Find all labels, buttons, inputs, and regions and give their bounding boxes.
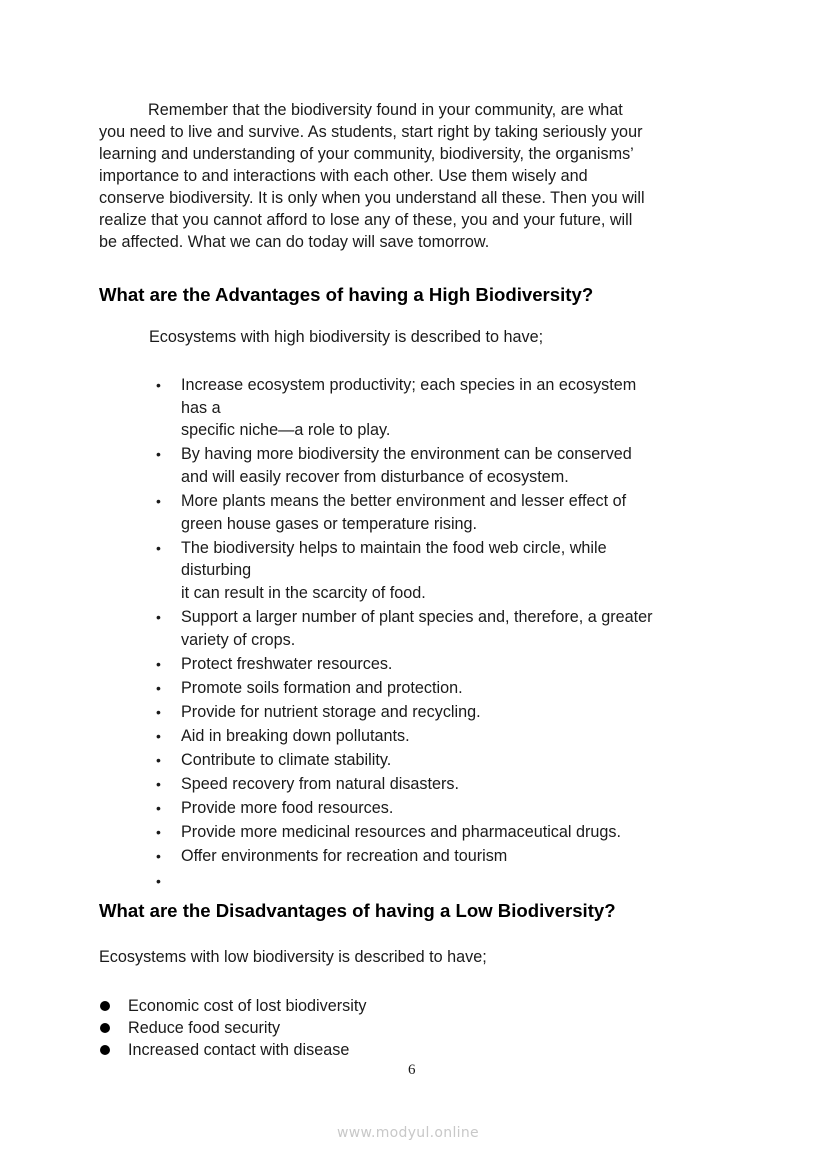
item-text: Promote soils formation and protection. (181, 678, 463, 697)
list-item (99, 1017, 366, 1039)
item-text: variety of crops. (181, 630, 296, 649)
bullet-icon: • (156, 492, 161, 509)
bullet-icon (100, 1045, 110, 1055)
bullet-icon: • (156, 727, 161, 744)
list-item (150, 725, 730, 748)
item-text: Offer environments for recreation and tourism (181, 847, 508, 866)
item-text: Provide more food resources. (181, 799, 394, 818)
watermark: www.modyul.online (337, 1125, 479, 1141)
list-item (150, 701, 730, 724)
bullet-icon: • (156, 608, 161, 625)
list-item (99, 995, 366, 1017)
list-item (150, 653, 730, 676)
intro-line: you need to live and survive. As students, start right by taking seriously your (99, 123, 643, 141)
item-text: has a (181, 398, 221, 417)
bullet-icon: • (156, 800, 161, 817)
intro-line: conserve biodiversity. It is only when you understand all these. Then you will (99, 189, 645, 207)
list-item (150, 821, 730, 844)
item-text: specific niche—a role to play. (181, 421, 391, 440)
item-text: Economic cost of lost biodiversity (128, 997, 367, 1015)
list-item (150, 374, 730, 442)
bullet-icon (100, 1001, 110, 1011)
item-text: Speed recovery from natural disasters. (181, 775, 460, 794)
intro-line: importance to and interactions with each other. Use them wisely and (99, 167, 588, 185)
bullet-icon: • (156, 776, 161, 793)
item-text: Aid in breaking down pollutants. (181, 726, 410, 745)
disadvantages-list (99, 995, 366, 1061)
bullet-icon: • (156, 752, 161, 768)
item-text: it can result in the scarcity of food. (181, 583, 426, 602)
intro-line: Remember that the biodiversity found in your community, are what (148, 101, 623, 119)
item-text: Increase ecosystem productivity; each species in an ecosystem (181, 376, 637, 394)
item-text: disturbing (181, 561, 252, 580)
item-text (181, 870, 730, 893)
intro-line: be affected. What we can do today will save tomorrow. (99, 233, 490, 251)
bullet-icon: • (156, 539, 161, 556)
item-text: Reduce food security (128, 1019, 281, 1037)
bullet-icon: • (156, 446, 161, 463)
list-item (150, 797, 730, 820)
item-text: More plants means the better environment and lesser effect of (181, 491, 627, 510)
bullet-icon (100, 1023, 110, 1033)
item-text: Increased contact with disease (128, 1041, 350, 1059)
intro-paragraph (99, 99, 729, 253)
item-text: Protect freshwater resources. (181, 654, 393, 673)
list-item (150, 606, 730, 651)
bullet-icon: • (156, 703, 161, 720)
bullet-icon: • (156, 655, 161, 672)
item-text: Contribute to climate stability. (181, 751, 392, 769)
list-item (150, 749, 730, 772)
disadvantages-lead: Ecosystems with low biodiversity is described to have; (99, 948, 487, 966)
item-text: Provide more medicinal resources and pharmaceutical drugs. (181, 823, 621, 842)
advantages-lead: Ecosystems with high biodiversity is described to have; (149, 328, 544, 346)
item-text: and will easily recover from disturbance of ecosystem. (181, 467, 569, 486)
list-item (150, 537, 730, 605)
list-item (99, 1039, 366, 1061)
disadvantages-heading: What are the Disadvantages of having a Low Biodiversity? (99, 900, 616, 921)
bullet-icon: • (156, 679, 161, 696)
item-text: green house gases or temperature rising. (181, 514, 478, 533)
intro-line: realize that you cannot afford to lose any of these, you and your future, will (99, 211, 633, 229)
advantages-list (150, 374, 730, 894)
advantages-heading: What are the Advantages of having a High Biodiversity? (99, 284, 594, 305)
intro-line: learning and understanding of your community, biodiversity, the organisms’ (99, 145, 634, 163)
list-item (150, 845, 730, 868)
list-item (150, 773, 730, 796)
list-item (150, 443, 730, 488)
bullet-icon: • (156, 872, 161, 889)
item-text: By having more biodiversity the environment can be conserved (181, 445, 632, 464)
bullet-icon: • (156, 377, 161, 393)
list-item (150, 490, 730, 535)
item-text: The biodiversity helps to maintain the food web circle, while (181, 538, 607, 557)
list-item-empty (150, 870, 730, 893)
item-text: Support a larger number of plant species and, therefore, a greater (181, 607, 653, 626)
item-text: Provide for nutrient storage and recycling. (181, 702, 481, 721)
list-item (150, 677, 730, 700)
page-number: 6 (408, 1062, 416, 1078)
bullet-icon: • (156, 824, 161, 841)
bullet-icon: • (156, 848, 161, 865)
